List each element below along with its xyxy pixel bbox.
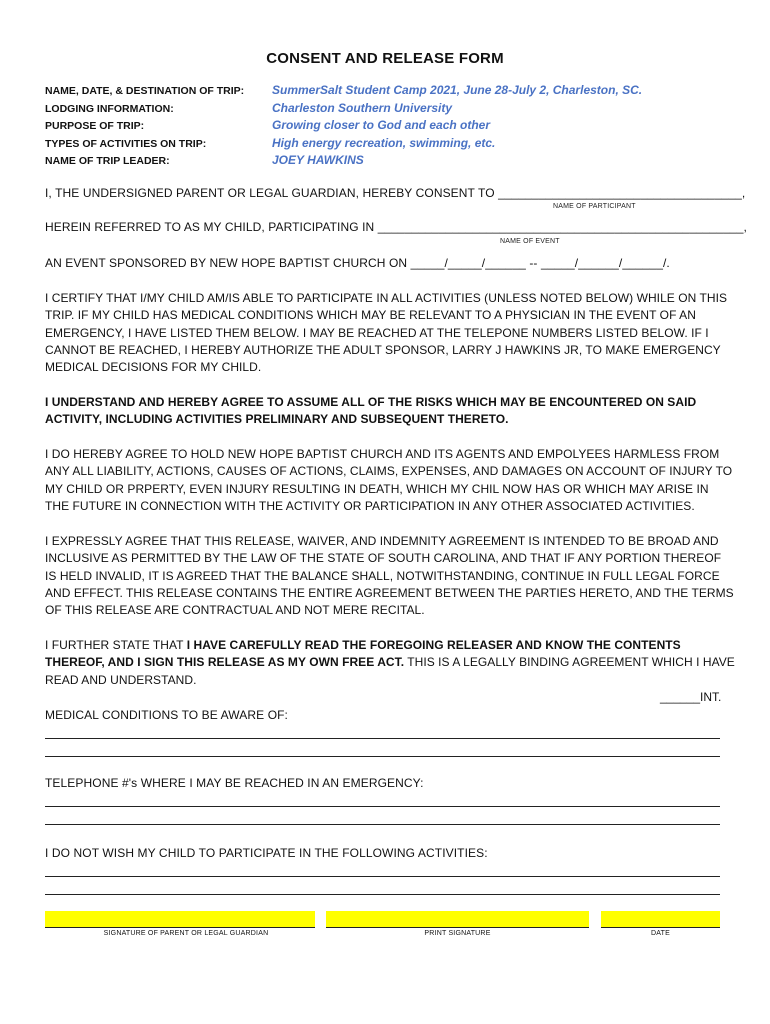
consent-participant-line[interactable]: I, THE UNDERSIGNED PARENT OR LEGAL GUARDIAN, HEREBY CONSENT TO ____________________________________, [45, 186, 746, 200]
date-field[interactable] [601, 911, 720, 928]
date-label: DATE [651, 930, 670, 937]
telephone-line-2[interactable] [45, 824, 720, 825]
certify-paragraph: I CERTIFY THAT I/MY CHILD AM/IS ABLE TO PARTICIPATE IN ALL ACTIVITIES (UNLESS NOTED BELOW) WHILE ON THIS TRIP. IF MY CHILD HAS MEDICAL CONDITIONS WHICH MAY BE RELEVANT TO A PHYSICIAN IN THE EVENT OF AN EMERGENCY, I HAVE LISTED THEM BELOW. I MAY BE REACHED AT THE TELEPONE NUMBERS LISTED BELOW. IF I CANNOT BE REACHED, I HEREBY AUTHORIZE THE ADULT SPONSOR, LARRY J HAWKINS JR, TO MAKE EMERGENCY MEDICAL DECISIONS FOR MY CHILD. [45, 291, 728, 375]
acknowledgement-lead: I FURTHER STATE THAT [45, 638, 187, 652]
print-signature-field[interactable] [326, 911, 589, 928]
trip-label-purpose: PURPOSE OF TRIP: [45, 120, 145, 132]
trip-value-lodging: Charleston Southern University [272, 100, 453, 115]
acknowledgement-bold: I HAVE CAREFULLY READ THE FOREGOING RELEASER AND KNOW THE CONTENTS THEREOF, AND I SIGN THIS RELEASE AS MY OWN FREE ACT. [45, 638, 681, 670]
initials-field[interactable]: ______INT. [660, 690, 722, 704]
trip-label-name-date-destination: NAME, DATE, & DESTINATION OF TRIP: [45, 85, 245, 97]
telephone-label: TELEPHONE #'s WHERE I MAY BE REACHED IN AN EMERGENCY: [45, 776, 424, 790]
nonparticipation-label: I DO NOT WISH MY CHILD TO PARTICIPATE IN THE FOLLOWING ACTIVITIES: [45, 846, 488, 860]
nonparticipation-line-1[interactable] [45, 876, 720, 877]
nonparticipation-line-2[interactable] [45, 894, 720, 895]
medical-conditions-line-1[interactable] [45, 738, 720, 739]
trip-info-values [272, 82, 642, 170]
acknowledgement-paragraph [45, 637, 735, 689]
trip-value-leader: JOEY HAWKINS [272, 153, 364, 167]
form-title: CONSENT AND RELEASE FORM [266, 50, 504, 67]
trip-value-activities: High energy recreation, swimming, etc. [272, 135, 496, 150]
medical-conditions-line-2[interactable] [45, 756, 720, 757]
participant-name-label: NAME OF PARTICIPANT [553, 203, 636, 210]
hold-harmless-paragraph: I DO HEREBY AGREE TO HOLD NEW HOPE BAPTIST CHURCH AND ITS AGENTS AND EMPOLYEES HARMLESS FROM ANY ALL LIABILITY, ACTIONS, CAUSES OF ACTIONS, CLAIMS, EXPENSES, AND DAMAGES ON ACCOUNT OF INJURY TO MY CHILD OR PRPERTY, EVEN INJURY RESULTING IN DEATH, WHICH MY CHIL NOW HAS OR WHICH MAY ARISE IN THE FUTURE IN CONNECTION WITH THE ACTIVITY OR PARTICIPATION IN ANY OTHER ASSOCIATED ACTIVITIES. [45, 447, 733, 513]
trip-info-labels [45, 83, 244, 171]
trip-value-name-date-destination: SummerSalt Student Camp 2021, June 28-July 2, Charleston, SC. [272, 83, 643, 97]
print-signature-label: PRINT SIGNATURE [424, 930, 491, 937]
medical-conditions-label: MEDICAL CONDITIONS TO BE AWARE OF: [45, 708, 288, 722]
parent-signature-label: SIGNATURE OF PARENT OR LEGAL GUARDIAN [103, 930, 269, 937]
event-name-line[interactable]: HEREIN REFERRED TO AS MY CHILD, PARTICIPATING IN ______________________________________________________, [45, 220, 747, 234]
trip-label-activities: TYPES OF ACTIVITIES ON TRIP: [45, 137, 207, 150]
sponsor-dates-line[interactable]: AN EVENT SPONSORED BY NEW HOPE BAPTIST CHURCH ON _____/_____/______ -- _____/______/______/. [45, 256, 670, 270]
acknowledgement-tail: THIS IS A LEGALLY BINDING AGREEMENT WHICH I HAVE READ AND UNDERSTAND. [45, 655, 735, 687]
trip-value-purpose: Growing closer to God and each other [272, 118, 491, 132]
event-name-label: NAME OF EVENT [500, 238, 560, 245]
trip-label-lodging: LODGING INFORMATION: [45, 102, 174, 115]
risks-paragraph: I UNDERSTAND AND HEREBY AGREE TO ASSUME ALL OF THE RISKS WHICH MAY BE ENCOUNTERED ON SAID ACTIVITY, INCLUDING ACTIVITIES PRELIMINARY AND SUBSEQUENT THERETO. [45, 395, 697, 427]
telephone-line-1[interactable] [45, 806, 720, 807]
trip-label-leader: NAME OF TRIP LEADER: [45, 155, 170, 167]
waiver-paragraph: I EXPRESSLY AGREE THAT THIS RELEASE, WAIVER, AND INDEMNITY AGREEMENT IS INTENDED TO BE BROAD AND INCLUSIVE AS PERMITTED BY THE LAW OF THE STATE OF SOUTH CAROLINA, AND THAT IF ANY PORTION THEREOF IS HELD INVALID, IT IS AGREED THAT THE BALANCE SHALL, NOTWITHSTANDING, CONTINUE IN FULL LEGAL FORCE AND EFFECT. THIS RELEASE CONTAINS THE ENTIRE AGREEMENT BETWEEN THE PARTIES HERETO, AND THE TERMS OF THIS RELEASE ARE CONTRACTUAL AND NOT MERE RECITAL. [45, 534, 734, 618]
parent-signature-field[interactable] [45, 911, 315, 928]
